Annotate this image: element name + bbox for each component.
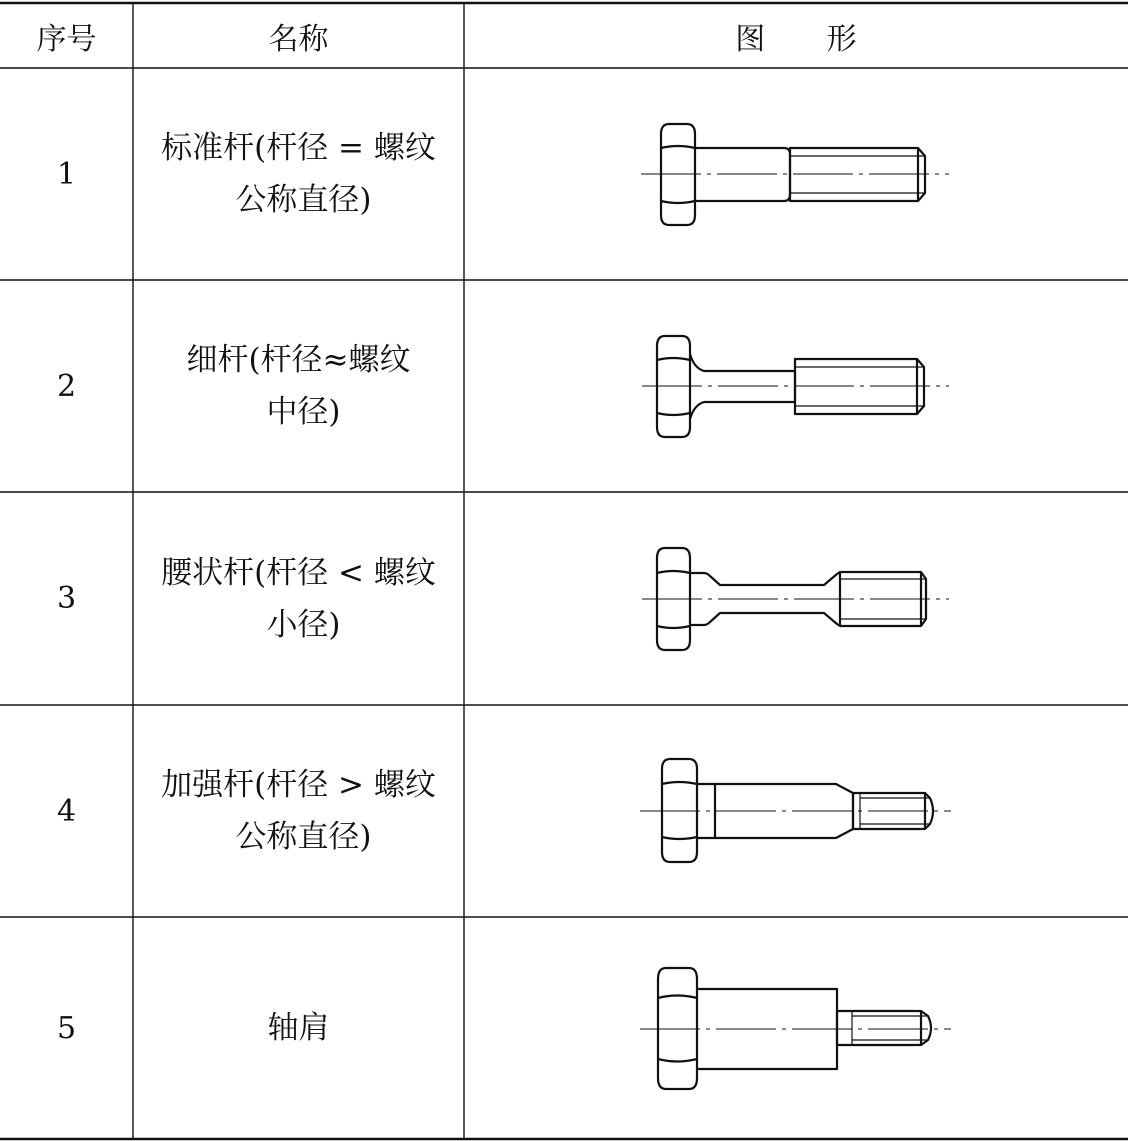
row-name-line1: 细杆(杆径≈螺纹 [186,342,411,378]
row-seq: 3 [56,581,77,616]
bolt-standard-shank-icon [464,68,1128,280]
row-seq: 4 [56,793,77,829]
bolt-thin-shank-icon [464,280,1128,492]
row-seq: 2 [56,368,77,404]
row-name [133,492,464,705]
header-figure: 图 形 [735,22,857,57]
row-seq: 5 [56,1010,77,1046]
header-seq: 序号 [36,22,97,57]
row-name [133,280,464,492]
bolt-shoulder-icon [464,917,1128,1139]
row-name [133,705,464,917]
row-name [133,917,464,1139]
row-name [133,68,464,280]
row-name-line1: 轴肩 [267,1010,330,1046]
row-name-line1: 腰状杆(杆径 < 螺纹 [161,554,436,591]
row-name-line1: 标准杆(杆径 = 螺纹 [161,130,436,166]
row-name-line2: 中径) [266,394,341,430]
row-name-line2: 小径) [266,606,341,643]
row-seq: 1 [56,156,77,192]
bolt-reinforced-shank-icon [464,705,1128,917]
bolt-waisted-shank-icon [464,492,1128,705]
row-name-line2: 公称直径) [235,182,372,218]
row-name-line1: 加强杆(杆径 > 螺纹 [161,767,436,803]
header-name: 名称 [268,22,329,57]
row-name-line2: 公称直径) [235,819,372,855]
